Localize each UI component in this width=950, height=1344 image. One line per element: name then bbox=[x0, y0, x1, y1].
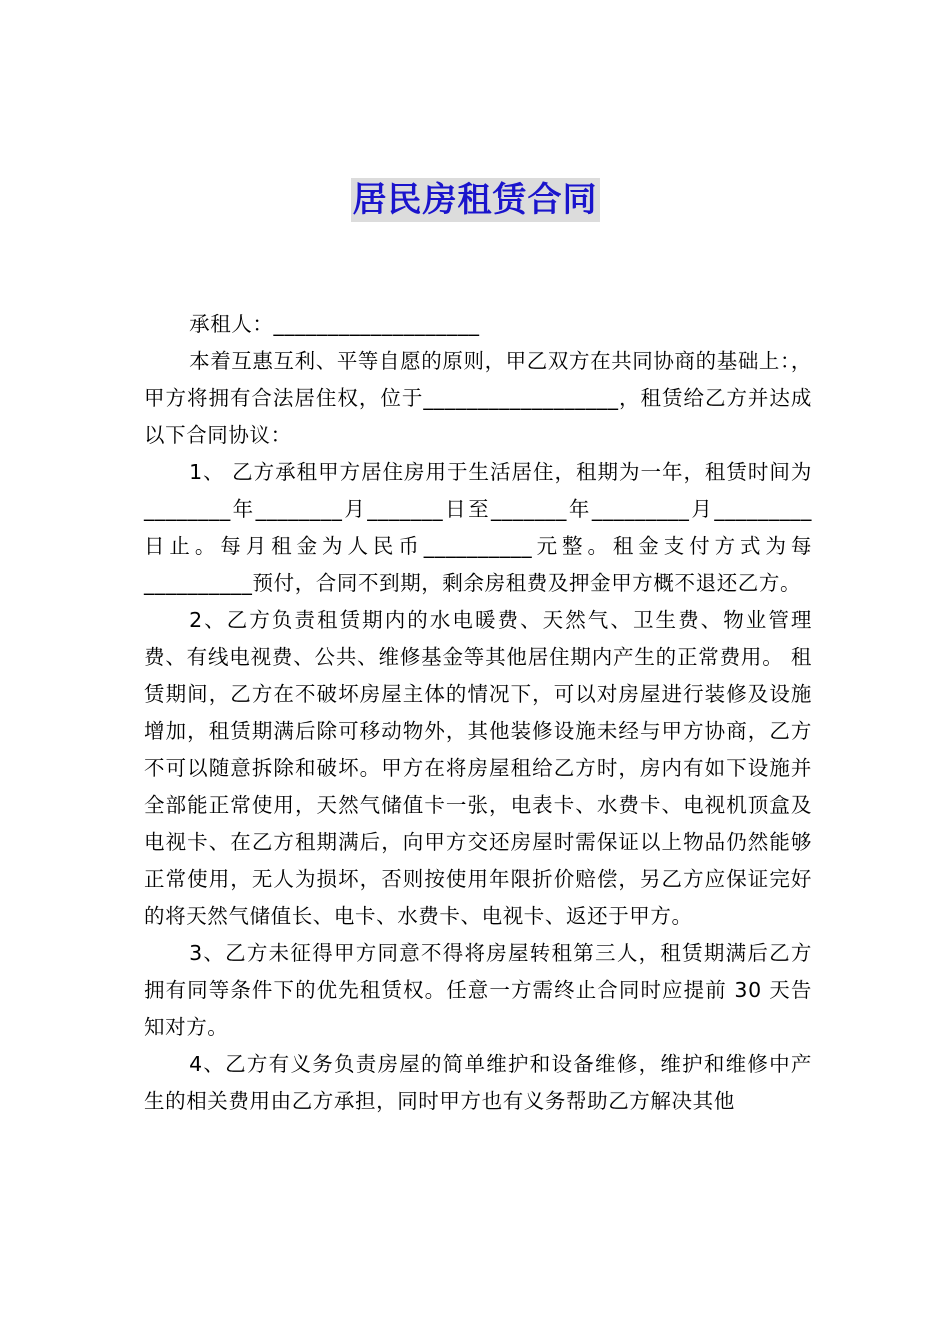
intro-paragraph: 本着互惠互利、平等自愿的原则，甲乙双方在共同协商的基础上：，甲方将拥有合法居住权，位于__________________，租赁给乙方并达成以下合同协议： bbox=[144, 349, 812, 447]
document-body bbox=[144, 306, 812, 1120]
clause-2: 2、乙方负责租赁期内的水电暖费、天然气、卫生费、物业管理费、有线电视费、公共、维修基金等其他居住期内产生的正常费用。 租赁期间，乙方在不破坏房屋主体的情况下，可以对房屋进行装修及设施增加，租赁期满后除可移动物外，其他装修设施未经与甲方协商，乙方不可以随意拆除和破坏。甲方在将房屋租给乙方时，房内有如下设施并全部能正常使用，天然气储值卡一张，电表卡、水费卡、电视机顶盒及电视卡、在乙方租期满后，向甲方交还房屋时需保证以上物品仍然能够正常使用，无人为损坏，否则按使用年限折价赔偿，另乙方应保证完好的将天然气储值长、电卡、水费卡、电视卡、返还于甲方。 bbox=[144, 608, 812, 928]
lessee-line: 承租人：___________________ bbox=[189, 312, 480, 336]
document-title: 居民房租赁合同 bbox=[352, 180, 598, 220]
clause-3: 3、乙方未征得甲方同意不得将房屋转租第三人，租赁期满后乙方拥有同等条件下的优先租赁权。任意一方需终止合同时应提前 30 天告知对方。 bbox=[144, 941, 812, 1039]
clause-1: 1、 乙方承租甲方居住房用于生活居住，租期为一年，租赁时间为________年________月_______日至_______年_________月_________日止。每月租金为人民币__________元整。租金支付方式为每__________预付，合同不到期，剩余房租费及押金甲方概不退还乙方。 bbox=[144, 460, 812, 595]
clause-4: 4、乙方有义务负责房屋的简单维护和设备维修，维护和维修中产生的相关费用由乙方承担，同时甲方也有义务帮助乙方解决其他 bbox=[144, 1052, 812, 1113]
title-container bbox=[0, 178, 950, 222]
